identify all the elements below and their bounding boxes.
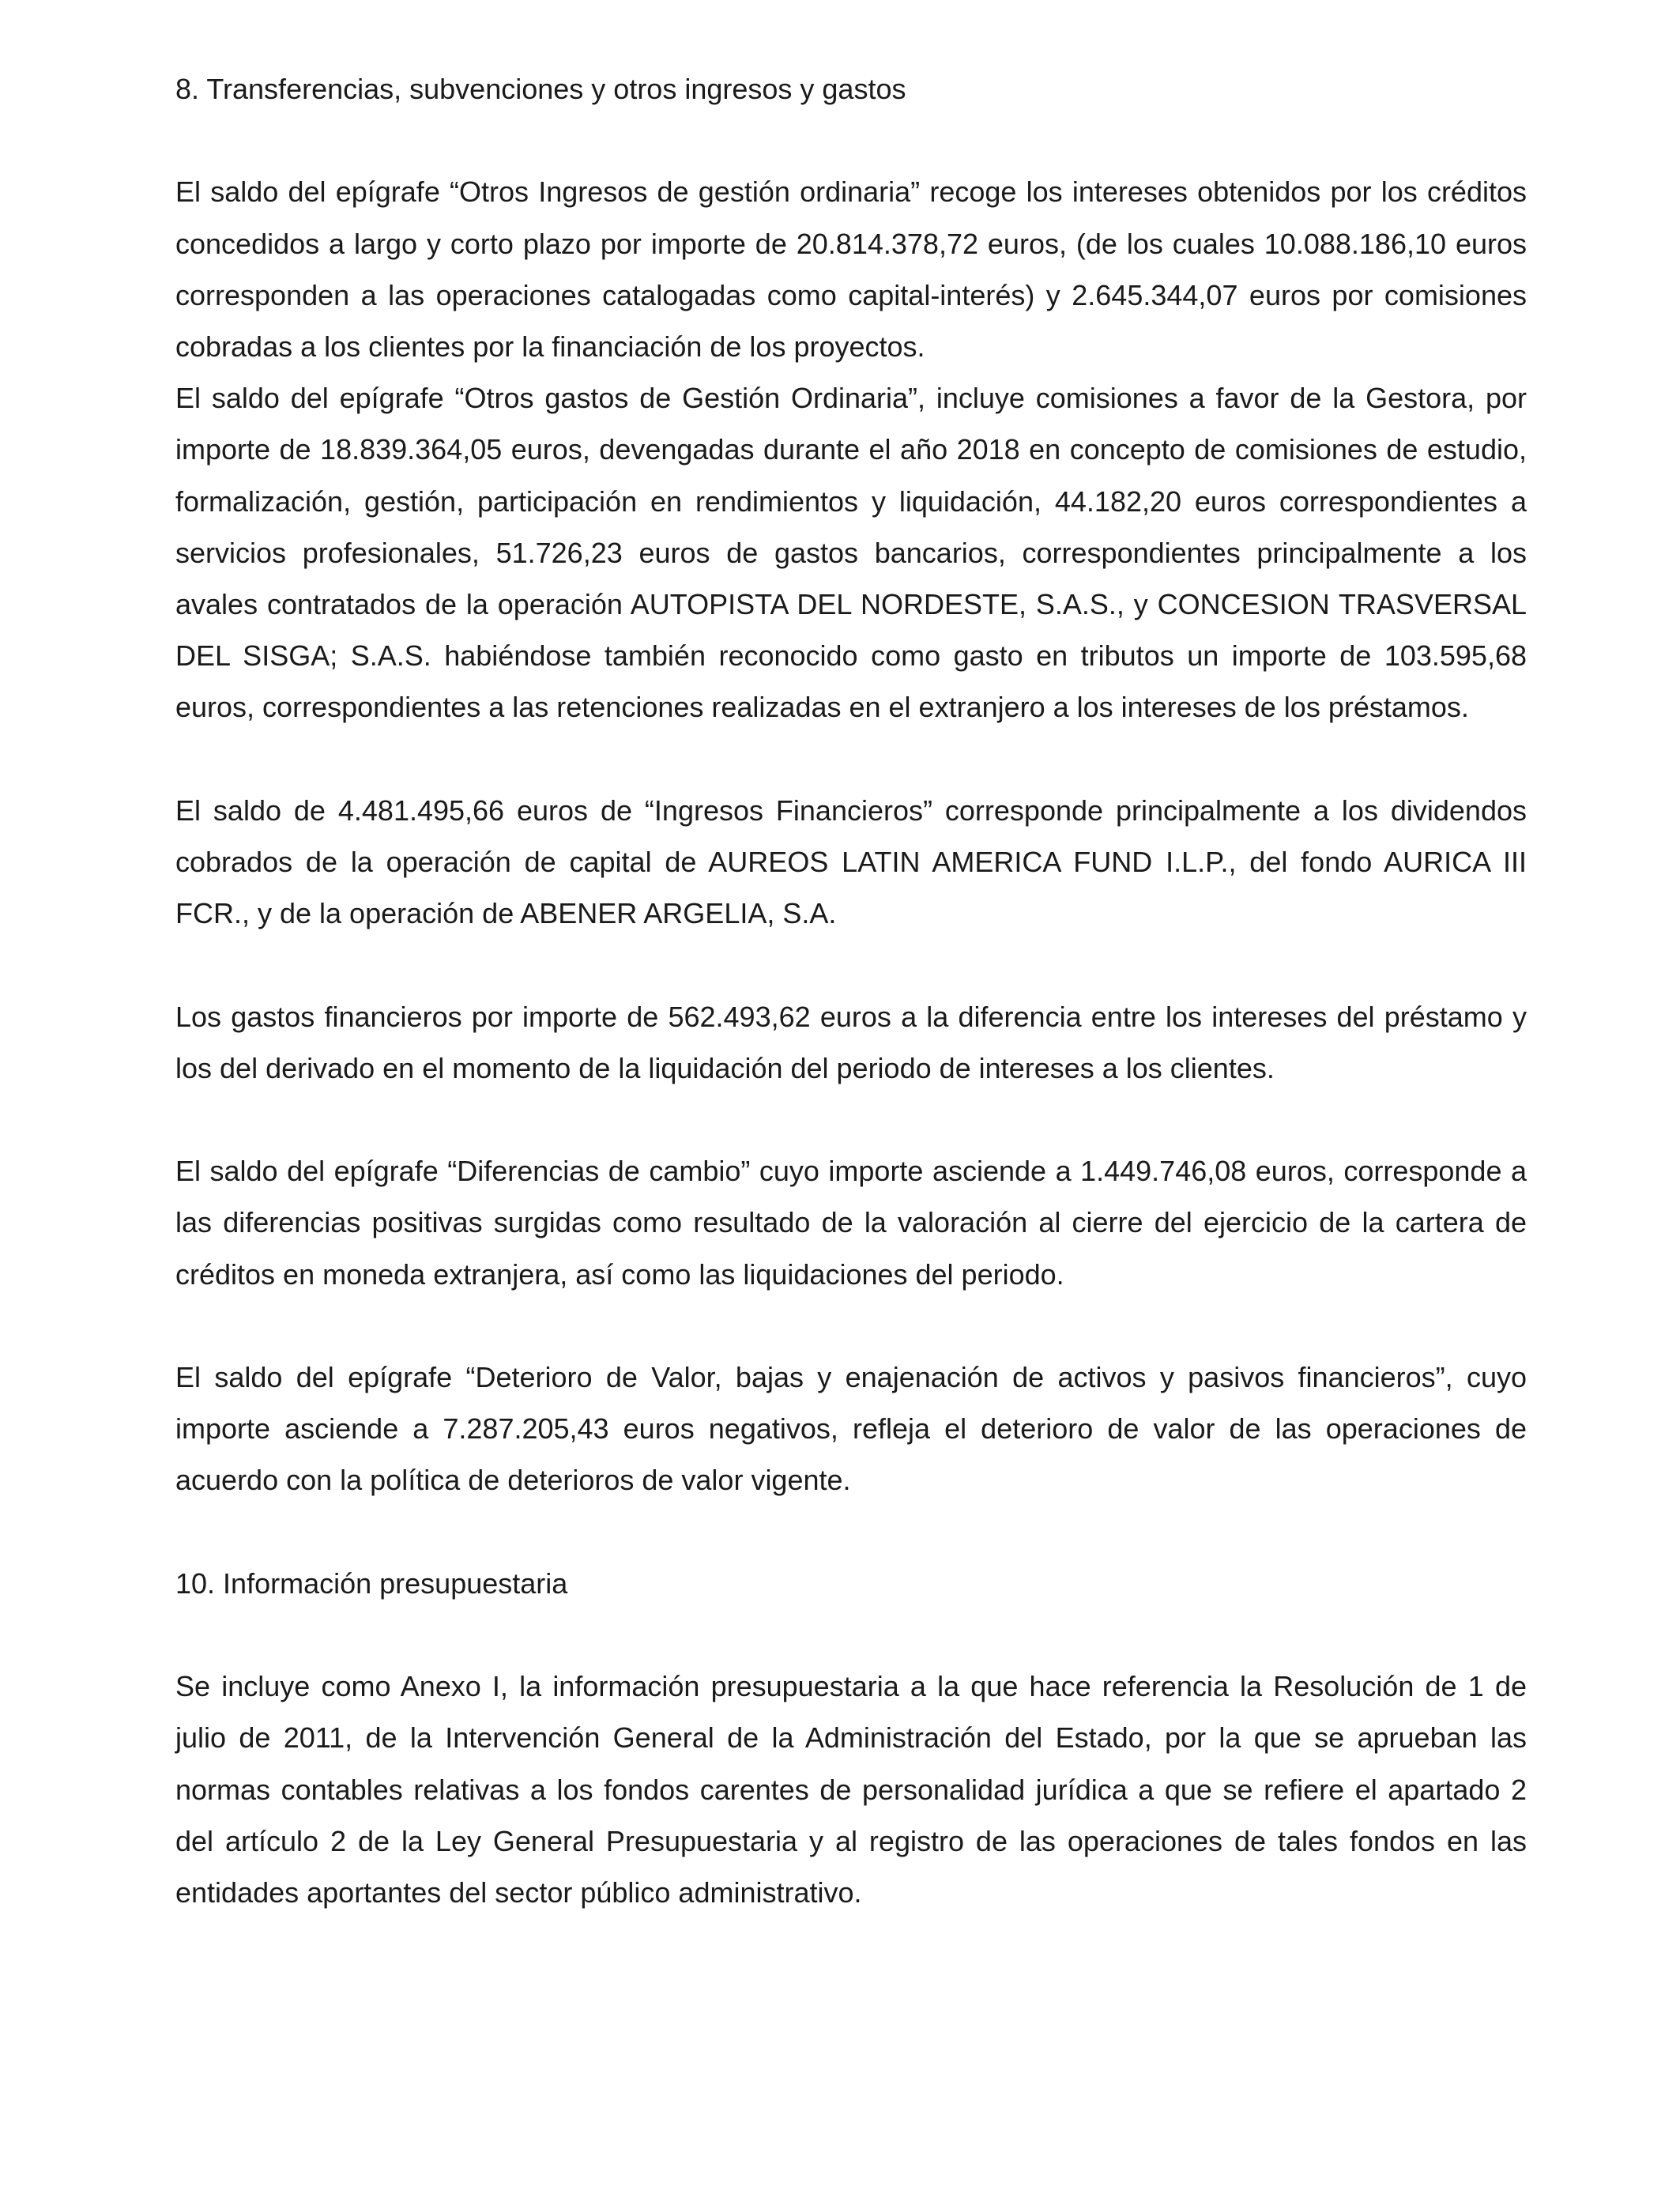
section-8-heading: 8. Transferencias, subvenciones y otros ingresos y gastos [175, 73, 906, 105]
spacer [175, 939, 1527, 990]
paragraph-otros-ingresos: El saldo del epígrafe “Otros Ingresos de gestión ordinaria” recoge los intereses obtenidos por los créditos concedidos a largo y corto plazo por importe de 20.814.378,72 euros, (de los cuales 10.088.186,10 euros corresponden a las operaciones catalogadas como capital-interés) y 2.645.344,07 euros por comisiones cobradas a los clientes por la financiación de los proyectos. [175, 175, 1527, 363]
paragraph-deterioro-valor: El saldo del epígrafe “Deterioro de Valor, bajas y enajenación de activos y pasivos financieros”, cuyo importe asciende a 7.287.205,43 euros negativos, refleja el deterioro de valor de las operaciones de acuerdo con la política de deterioros de valor vigente. [175, 1361, 1527, 1497]
spacer [175, 733, 1527, 785]
spacer [175, 1506, 1527, 1558]
paragraph-informacion-presupuestaria: Se incluye como Anexo I, la información presupuestaria a la que hace referencia la Resolución de 1 de julio de 2011, de la Intervención General de la Administración del Estado, por la que se aprueban las normas contables relativas a los fondos carentes de personalidad jurídica a que se refiere el apartado 2 del artículo 2 de la Ley General Presupuestaria y al registro de las operaciones de tales fondos en las entidades aportantes del sector público administrativo. [175, 1670, 1527, 1909]
spacer [175, 115, 1527, 166]
spacer [175, 1300, 1527, 1351]
spacer [175, 1094, 1527, 1145]
section-10-heading: 10. Información presupuestaria [175, 1566, 568, 1600]
paragraph-otros-gastos: El saldo del epígrafe “Otros gastos de Gestión Ordinaria”, incluye comisiones a favor de la Gestora, por importe de 18.839.364,05 euros, devengadas durante el año 2018 en concepto de comisiones de estudio, formalización, gestión, participación en rendimientos y liquidación, 44.182,20 euros correspondientes a servicios profesionales, 51.726,23 euros de gastos bancarios, correspondientes principalmente a los avales contratados de la operación AUTOPISTA DEL NORDESTE, S.A.S., y CONCESION TRASVERSAL DEL SISGA; S.A.S. habiéndose también reconocido como gasto en tributos un importe de 103.595,68 euros, correspondientes a las retenciones realizadas en el extranjero a los intereses de los préstamos. [175, 382, 1527, 724]
paragraph-gastos-financieros: Los gastos financieros por importe de 562.493,62 euros a la diferencia entre los intereses del préstamo y los del derivado en el momento de la liquidación del periodo de intereses a los clientes. [175, 1000, 1527, 1084]
paragraph-diferencias-cambio: El saldo del epígrafe “Diferencias de cambio” cuyo importe asciende a 1.449.746,08 euros, corresponde a las diferencias positivas surgidas como resultado de la valoración al cierre del ejercicio de la cartera de créditos en moneda extranjera, así como las liquidaciones del periodo. [175, 1155, 1527, 1291]
paragraph-ingresos-financieros: El saldo de 4.481.495,66 euros de “Ingresos Financieros” corresponde principalmente a los dividendos cobrados de la operación de capital de AUREOS LATIN AMERICA FUND I.L.P., del fondo AURICA III FCR., y de la operación de ABENER ARGELIA, S.A. [175, 794, 1527, 930]
spacer [175, 1609, 1527, 1661]
document-page [175, 63, 1527, 1918]
